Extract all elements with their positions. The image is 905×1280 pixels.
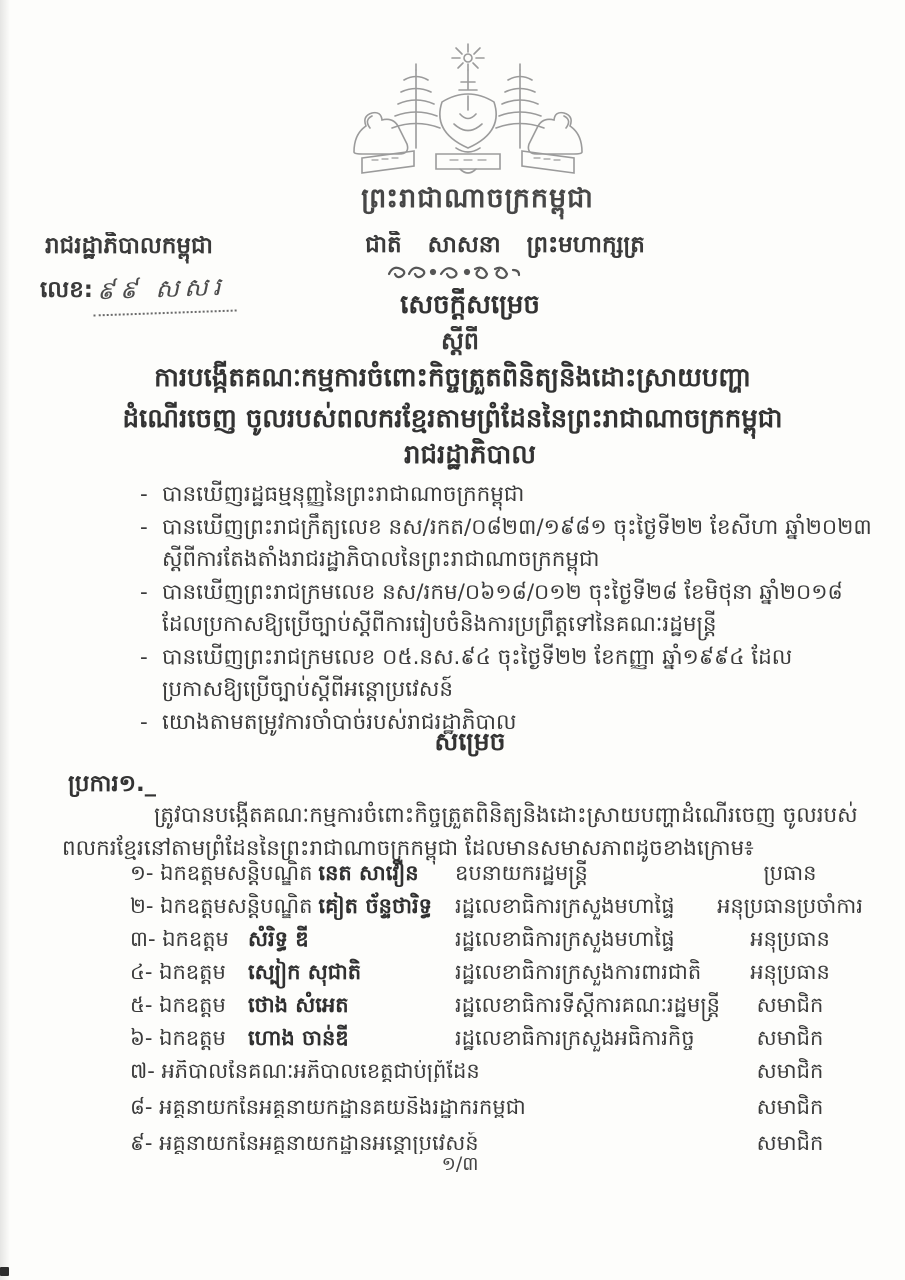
member-row: [130, 895, 880, 917]
member-role: អនុប្រធាន: [750, 960, 830, 984]
member-row: [130, 928, 880, 950]
member-row: [130, 994, 880, 1016]
national-motto: ជាតិ សាសនា ព្រះមហាក្សត្រ: [365, 232, 645, 258]
member-role: សមាជិក: [756, 1026, 824, 1050]
member-prefix: ៣- ឯកឧត្តម: [130, 927, 229, 951]
member-position: រដ្ឋលេខាធិការក្រសួងមហាផ្ទៃ: [455, 927, 675, 951]
document-title-line1: ការបង្កើតគណៈកម្មការចំពោះកិច្ចត្រួតពិនិត្យនិងដោះស្រាយបញ្ហា: [154, 363, 751, 393]
member-role: អនុប្រធាន: [750, 927, 830, 951]
consideration-item: - យោងតាមតម្រូវការចាំបាច់របស់រាជរដ្ឋាភិបាល: [138, 707, 873, 740]
member-name: ស្បៀក សុជាតិ: [248, 960, 362, 984]
member-row: [130, 961, 880, 983]
member-name: ហោង ចាន់ឌី: [248, 1026, 349, 1050]
document-number-label: លេខ:: [40, 277, 93, 303]
member-role: ប្រធាន: [763, 861, 817, 885]
member-role: សមាជិក: [756, 1059, 824, 1083]
member-name: សំរិទ្ធ ឌី: [248, 927, 309, 951]
member-role: អនុប្រធានប្រចាំការ: [717, 894, 863, 918]
member-row: [130, 1132, 880, 1154]
member-position: រដ្ឋលេខាធិការទីស្តីការគណៈរដ្ឋមន្ត្រី: [455, 993, 720, 1017]
issuer-heading: រាជរដ្ឋាភិបាល: [403, 440, 537, 470]
document-type-heading: សេចក្តីសម្រេច: [400, 290, 540, 320]
considerations-list: [138, 479, 873, 739]
member-prefix: ៥- ឯកឧត្តម: [130, 993, 226, 1017]
royal-coat-of-arms-icon: [318, 36, 618, 178]
committee-members-list: [130, 862, 880, 1168]
member-prefix: ១- ឯកឧត្តមសន្តិបណ្ឌិត: [130, 861, 313, 885]
member-prefix: ៧- អភិបាលនៃគណៈអភិបាលខេត្តជាប់ព្រំដែន: [130, 1060, 480, 1082]
member-name: គៀត ច័ន្ទថារិទ្ធ: [318, 894, 432, 918]
member-row: [130, 862, 880, 884]
consideration-item: - បានឃើញព្រះរាជក្រមលេខ ០៥.នស.៩៤ ចុះថ្ងៃទី២២ ខែកញ្ញា ឆ្នាំ១៩៩៤ ដែលប្រកាសឱ្យប្រើច្បាប់ស្តីពីអន្តោប្រវេសន៍: [138, 642, 873, 707]
decision-heading: សម្រេច: [434, 727, 506, 756]
page-number: ១/៣: [441, 1153, 479, 1175]
member-name: នេត សាវឿន: [318, 861, 419, 885]
rayburst: [452, 44, 484, 70]
member-prefix: ៤- ឯកឧត្តម: [130, 960, 226, 984]
article-1-intro: ត្រូវបានបង្កើតគណៈកម្មការចំពោះកិច្ចត្រួតពិនិត្យនិងដោះស្រាយបញ្ហាដំណើរចេញ ចូលរបស់ពលករខ្មែរនៅតាមព្រំដែននៃព្រះរាជាណាចក្រកម្ពុជា ដែលមានសមាសភាពដូចខាងក្រោម៖: [62, 803, 858, 861]
member-role: សមាជិក: [756, 993, 824, 1017]
member-prefix: ៩- អគ្គនាយកនៃអគ្គនាយកដ្ឋានអន្តោប្រវេសន៍: [130, 1132, 479, 1154]
subject-label: ស្តីពី: [440, 327, 480, 355]
scan-corner-artifact: [0, 1267, 9, 1276]
consideration-item: - បានឃើញព្រះរាជក្រឹត្យលេខ នស/រកត/០៨២៣/១៩៨១ ចុះថ្ងៃទី២២ ខែសីហា ឆ្នាំ២០២៣ ស្តីពីការតែងតាំងរាជរដ្ឋាភិបាលនៃព្រះរាជាណាចក្រកម្ពុជា: [138, 512, 873, 577]
document-number-handwritten-value: ៩៩ សសរ: [92, 272, 236, 317]
member-row: [130, 1060, 880, 1082]
member-role: សមាជិក: [756, 1095, 824, 1119]
member-position: រដ្ឋលេខាធិការក្រសួងមហាផ្ទៃ: [455, 894, 675, 918]
document-title: [20, 358, 885, 440]
member-position: រដ្ឋលេខាធិការក្រសួងអធិការកិច្ច: [455, 1026, 695, 1050]
member-row: [130, 1027, 880, 1049]
member-prefix: ៦- ឯកឧត្តម: [130, 1026, 226, 1050]
member-prefix: ២- ឯកឧត្តមសន្តិបណ្ឌិត: [130, 894, 313, 918]
member-position: ឧបនាយករដ្ឋមន្ត្រី: [455, 861, 588, 885]
member-prefix: ៨- អគ្គនាយកនៃអគ្គនាយកដ្ឋានគយនិងរដ្ឋាករកម្ពុជា: [130, 1096, 526, 1118]
consideration-item: - បានឃើញរដ្ឋធម្មនុញ្ញនៃព្រះរាជាណាចក្រកម្ពុជា: [138, 479, 873, 512]
ornament-divider-icon: [0, 262, 905, 286]
member-role: សមាជិក: [756, 1131, 824, 1155]
member-name: ថោង សំអេត: [248, 993, 349, 1017]
kingdom-title: ព្រះរាជាណាចក្រកម្ពុជា: [361, 183, 594, 214]
member-row: [130, 1096, 880, 1118]
member-position: រដ្ឋលេខាធិការក្រសួងការពារជាតិ: [455, 960, 702, 984]
consideration-item: - បានឃើញព្រះរាជក្រមលេខ នស/រកម/០៦១៨/០១២ ចុះថ្ងៃទី២៨ ខែមិថុនា ឆ្នាំ២០១៨ ដែលប្រកាសឱ្យប្រើច្បាប់ស្តីពីការរៀបចំនិងការប្រព្រឹត្តទៅនៃគណៈរដ្ឋមន្ត្រី: [138, 577, 873, 642]
article-1-label: ប្រការ១._: [68, 771, 157, 797]
government-name: រាជរដ្ឋាភិបាលកម្ពុជា: [45, 233, 213, 259]
document-title-line2: ដំណើរចេញ ចូលរបស់ពលករខ្មែរតាមព្រំដែននៃព្រះរាជាណាចក្រកម្ពុជា: [122, 404, 783, 434]
